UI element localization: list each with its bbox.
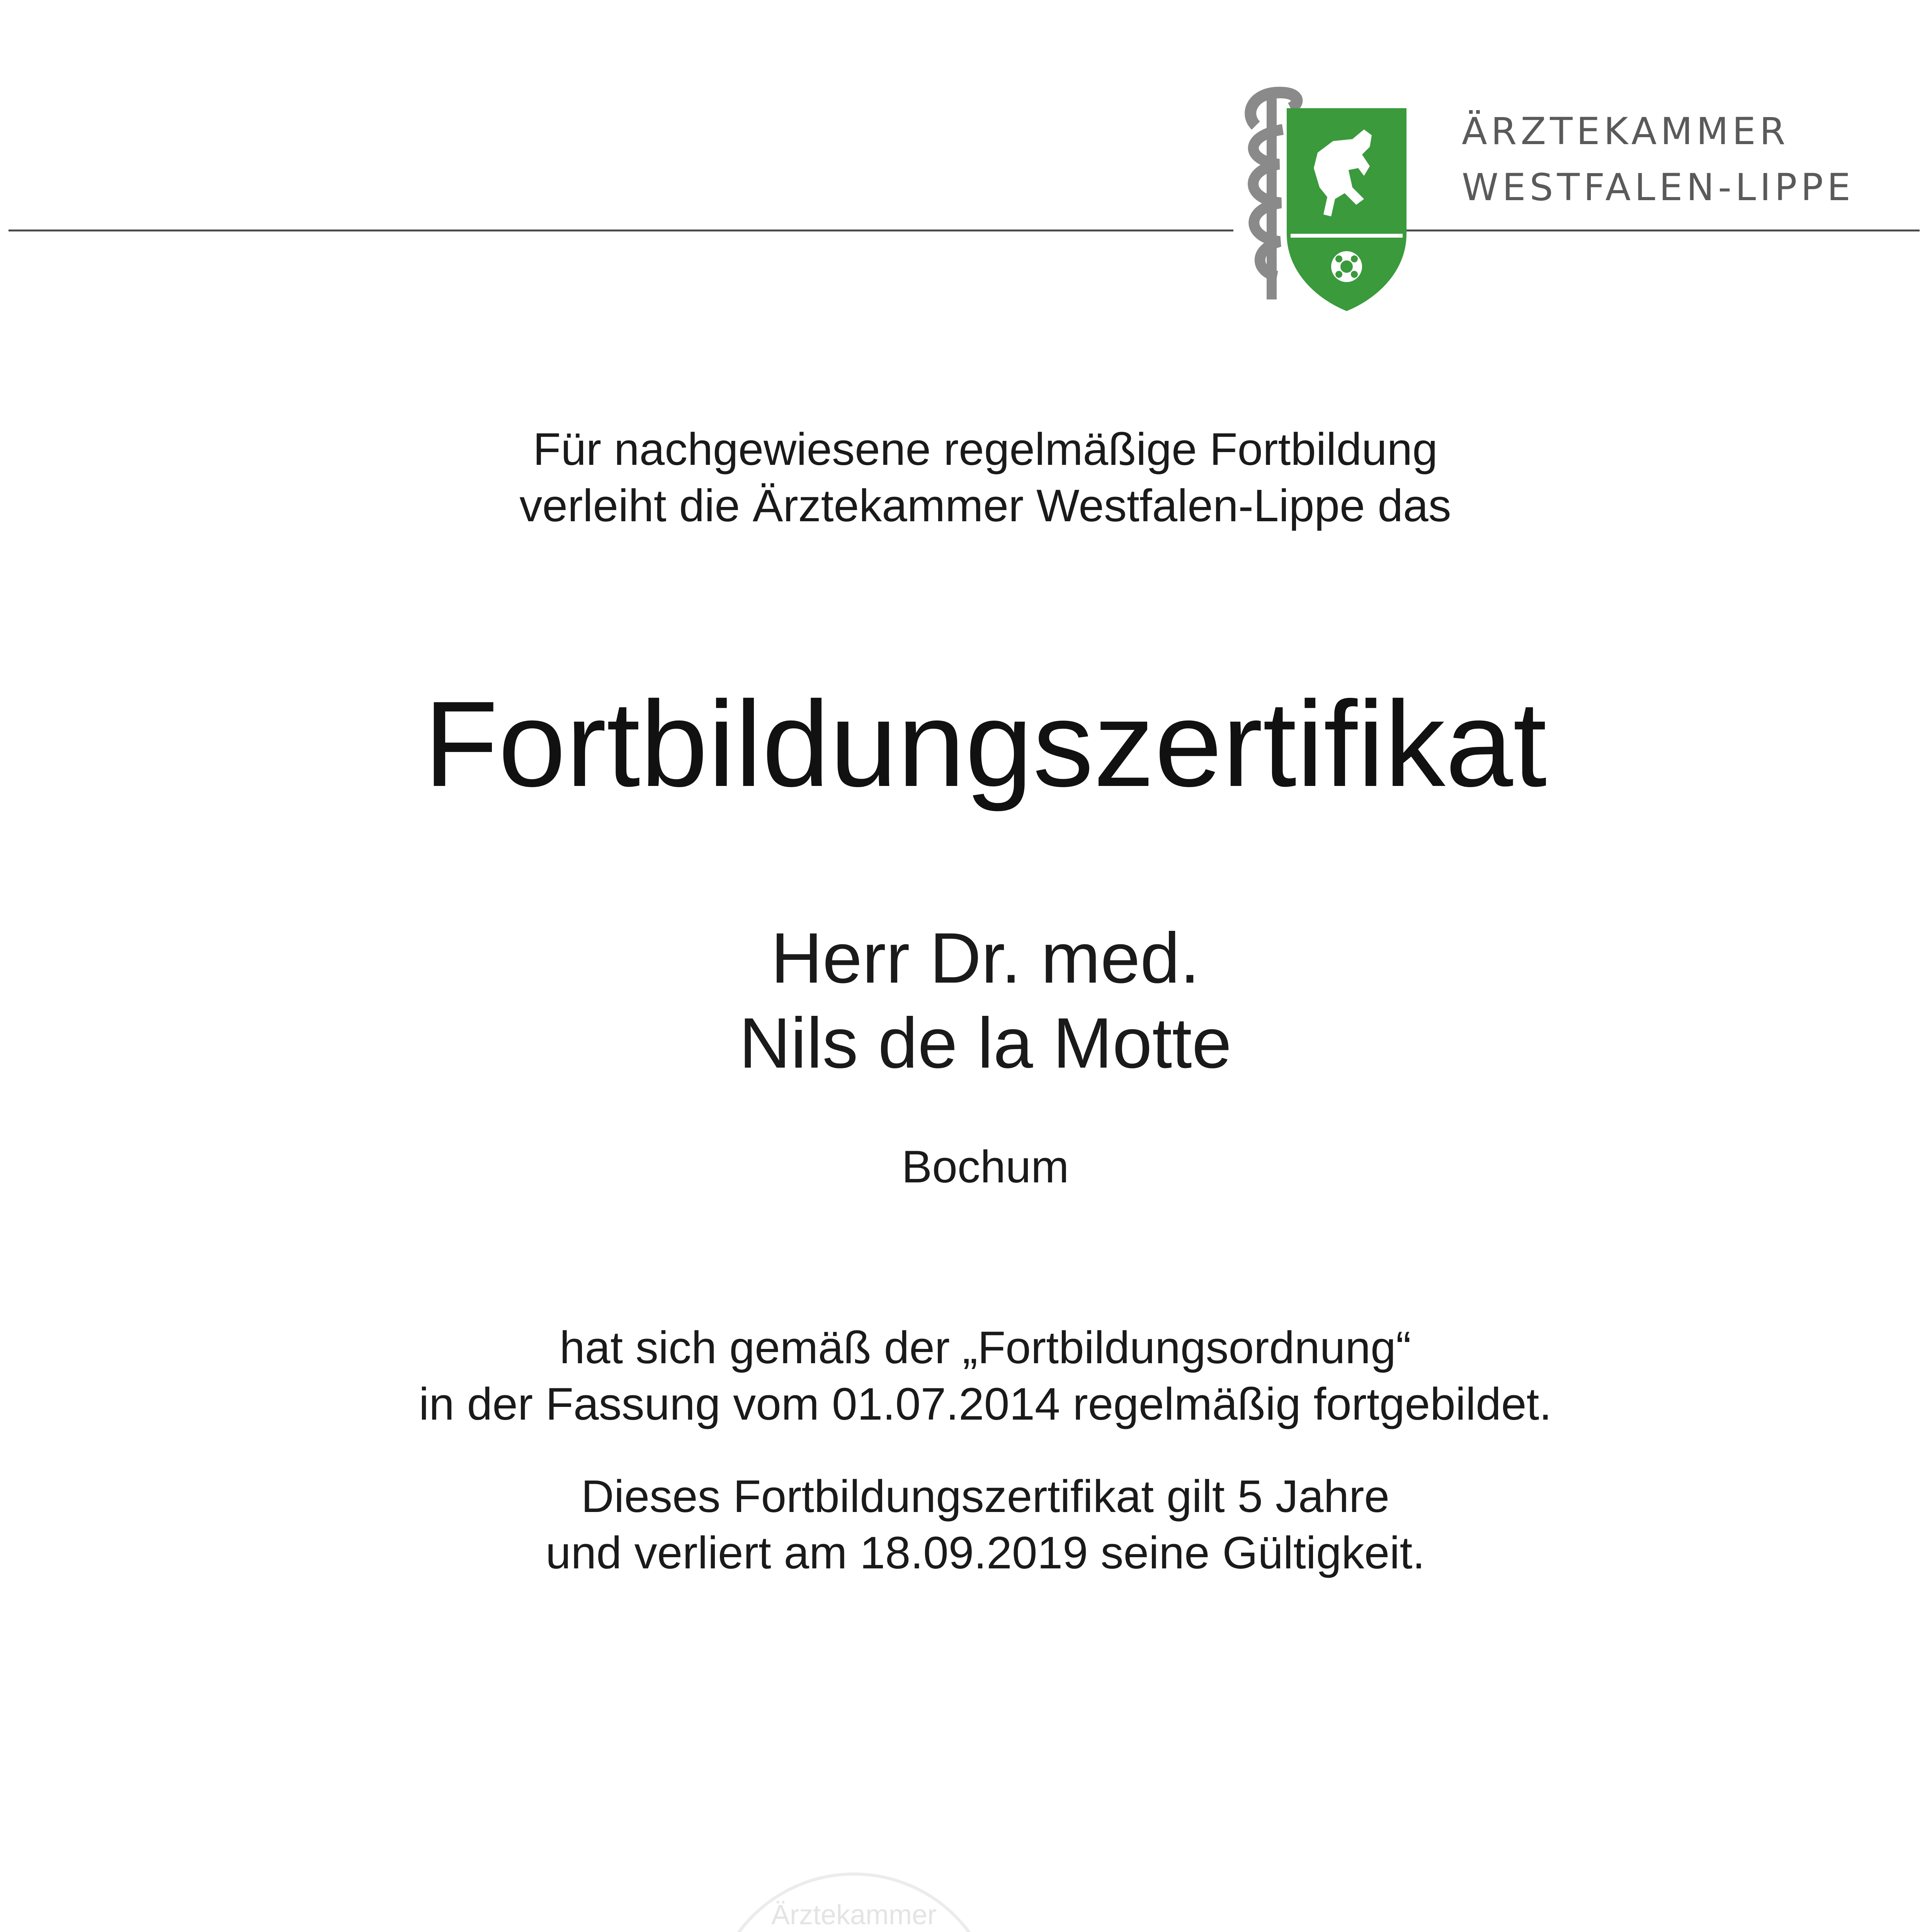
recipient-city: Bochum bbox=[901, 1141, 1069, 1192]
body-paragraph-2 bbox=[0, 1468, 1932, 1581]
aerztekammer-logo-icon bbox=[1236, 71, 1422, 319]
intro-line1: Für nachgewiesene regelmäßige Fortbildung bbox=[533, 424, 1438, 475]
recipient-salutation: Herr Dr. med. bbox=[770, 918, 1200, 998]
recipient-name: Nils de la Motte bbox=[739, 1003, 1232, 1083]
header-rule-right bbox=[1399, 230, 1920, 231]
embossed-seal-icon bbox=[703, 1866, 1005, 1932]
org-name-line1: ÄRZTEKAMMER bbox=[1462, 110, 1789, 153]
para1-line2: in der Fassung vom 01.07.2014 regelmäßig fortgebildet. bbox=[418, 1379, 1552, 1430]
recipient-name-block bbox=[0, 916, 1932, 1086]
header-rule-left bbox=[9, 230, 1233, 231]
para2-line2: und verliert am 18.09.2019 seine Gültigkeit. bbox=[545, 1527, 1425, 1578]
intro-line2: verleiht die Ärztekammer Westfalen-Lippe das bbox=[519, 480, 1451, 531]
organization-name bbox=[1462, 104, 1854, 216]
body-paragraph-1 bbox=[0, 1320, 1932, 1432]
org-name-line2: WESTFALEN-LIPPE bbox=[1462, 166, 1855, 209]
intro-text bbox=[0, 421, 1932, 534]
seal-text-line1: Ärztekammer bbox=[771, 1900, 937, 1930]
para1-line1: hat sich gemäß der „Fortbildungsordnung“ bbox=[560, 1322, 1411, 1373]
certificate-title: Fortbildungszertifikat bbox=[423, 676, 1547, 812]
para2-line1: Dieses Fortbildungszertifikat gilt 5 Jahre bbox=[581, 1471, 1390, 1522]
